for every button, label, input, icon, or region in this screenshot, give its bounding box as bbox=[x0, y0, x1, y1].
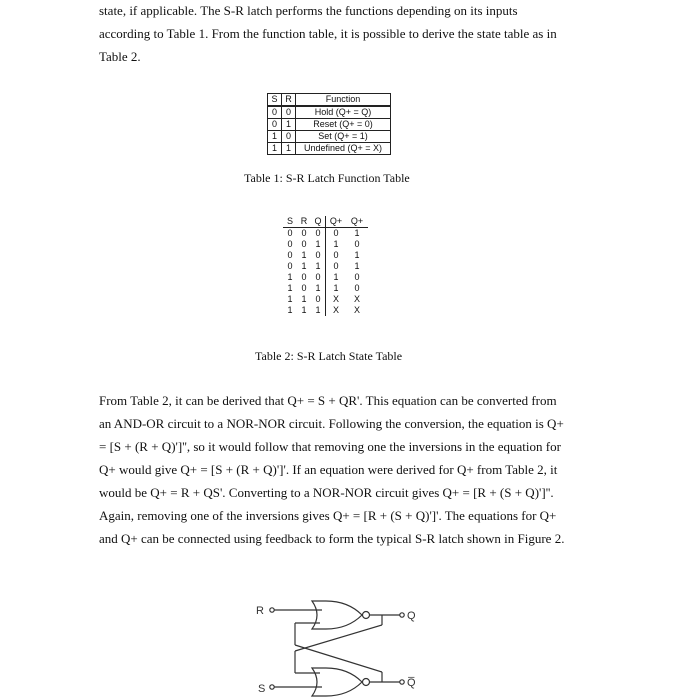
table-header: S bbox=[268, 94, 282, 107]
table-header-row bbox=[268, 94, 391, 107]
input-terminal-r bbox=[270, 608, 274, 612]
table-cell: X bbox=[353, 294, 360, 304]
table-cell: 1 bbox=[354, 261, 360, 271]
table-header-row bbox=[283, 216, 368, 228]
table-cell: 1 bbox=[333, 272, 339, 282]
table-row bbox=[268, 143, 391, 155]
table-cell: 0 bbox=[333, 228, 339, 238]
table-cell: 1 bbox=[333, 239, 339, 249]
table-row bbox=[283, 250, 368, 261]
text-line: Table 2. bbox=[99, 49, 141, 64]
table-cell: X bbox=[332, 294, 339, 304]
table-cell: 1 bbox=[311, 261, 326, 272]
table-row bbox=[283, 261, 368, 272]
table-cell: 0 bbox=[282, 131, 296, 143]
table-cell: 1 bbox=[282, 119, 296, 131]
table-cell: Hold (Q+ = Q) bbox=[296, 106, 391, 119]
text-line: state, if applicable. The S-R latch performs the functions depending on its inputs bbox=[99, 3, 518, 18]
table-cell: Reset (Q+ = 0) bbox=[296, 119, 391, 131]
label-s: S bbox=[258, 683, 266, 695]
table-cell: 0 bbox=[354, 272, 360, 282]
table-cell: X bbox=[353, 305, 360, 315]
table-header: Q+ bbox=[326, 216, 347, 228]
table-header: R bbox=[282, 94, 296, 107]
table-cell: 0 bbox=[301, 283, 307, 293]
table-cell: 1 bbox=[287, 294, 293, 304]
text-line: = [S + (R + Q)']'', so it would follow that removing one the inversions in the equation for bbox=[99, 439, 561, 454]
table-cell: 1 bbox=[301, 261, 307, 271]
text-line: an AND-OR circuit to a NOR-NOR circuit. Following the conversion, the equation is Q+ bbox=[99, 416, 564, 431]
table-row bbox=[268, 119, 391, 131]
wire bbox=[295, 625, 382, 651]
table-cell: Set (Q+ = 1) bbox=[296, 131, 391, 143]
function-table bbox=[267, 93, 391, 155]
table-cell: 0 bbox=[268, 119, 282, 131]
table-cell: X bbox=[332, 305, 339, 315]
nor-gate-top bbox=[312, 601, 362, 629]
table-cell: 1 bbox=[354, 228, 360, 238]
table-row bbox=[283, 294, 368, 305]
table-cell: 0 bbox=[354, 283, 360, 293]
table-cell: 0 bbox=[268, 106, 282, 119]
table-row bbox=[283, 305, 368, 316]
table-row bbox=[268, 106, 391, 119]
text-line: Again, removing one of the inversions gives Q+ = [R + (S + Q)']'. The equations for Q+ bbox=[99, 508, 557, 523]
table-cell: 1 bbox=[287, 272, 293, 282]
table-cell: 1 bbox=[287, 283, 293, 293]
table-cell: 0 bbox=[287, 261, 293, 271]
table-cell: 0 bbox=[301, 228, 307, 238]
table1-caption: Table 1: S-R Latch Function Table bbox=[244, 171, 410, 185]
output-terminal-qbar bbox=[400, 680, 404, 684]
input-terminal-s bbox=[270, 685, 274, 689]
text-line: From Table 2, it can be derived that Q+ = S + QR'. This equation can be converted from bbox=[99, 393, 557, 408]
table-cell: 1 bbox=[333, 283, 339, 293]
table-header: R bbox=[297, 216, 311, 228]
intro-paragraph bbox=[99, 0, 599, 68]
output-terminal-q bbox=[400, 613, 404, 617]
table-cell: 1 bbox=[301, 294, 307, 304]
label-qbar: Q̅ bbox=[407, 677, 416, 689]
text-line: Q+ would give Q+ = [S + (R + Q)']'. If an equation were derived for Q+ from Table 2, it bbox=[99, 462, 558, 477]
table-row bbox=[283, 272, 368, 283]
table-cell: 0 bbox=[311, 294, 326, 305]
table-cell: 0 bbox=[287, 250, 293, 260]
table-header: Q bbox=[311, 216, 326, 228]
wire bbox=[295, 645, 382, 672]
table-cell: 0 bbox=[311, 228, 326, 240]
table-cell: 1 bbox=[301, 305, 307, 315]
table-cell: 0 bbox=[301, 272, 307, 282]
text-line: would be Q+ = R + QS'. Converting to a NOR-NOR circuit gives Q+ = [R + (S + Q)']''. bbox=[99, 485, 554, 500]
derivation-paragraph bbox=[99, 389, 599, 550]
table2-caption: Table 2: S-R Latch State Table bbox=[255, 349, 403, 363]
table-cell: 0 bbox=[333, 250, 339, 260]
table-row bbox=[268, 131, 391, 143]
table-cell: 0 bbox=[282, 106, 296, 119]
label-q: Q bbox=[407, 610, 416, 622]
table-row bbox=[283, 228, 368, 240]
table-cell: 1 bbox=[287, 305, 293, 315]
table-cell: Undefined (Q+ = X) bbox=[296, 143, 391, 155]
table-cell: 1 bbox=[311, 305, 326, 316]
inverter-bubble bbox=[363, 679, 370, 686]
table-row bbox=[283, 283, 368, 294]
table-cell: 1 bbox=[311, 283, 326, 294]
table-cell: 0 bbox=[354, 239, 360, 249]
table-cell: 0 bbox=[287, 228, 293, 238]
table-cell: 1 bbox=[311, 239, 326, 250]
nor-gate-bottom bbox=[312, 668, 362, 696]
table-header: S bbox=[283, 216, 297, 228]
table-cell: 0 bbox=[333, 261, 339, 271]
text-line: and Q+ can be connected using feedback to form the typical S-R latch shown in Figure 2. bbox=[99, 531, 565, 546]
table-header: Function bbox=[296, 94, 391, 107]
sr-latch-figure bbox=[250, 595, 430, 700]
table-row bbox=[283, 239, 368, 250]
table-cell: 0 bbox=[301, 239, 307, 249]
table-header: Q+ bbox=[346, 216, 368, 228]
label-r: R bbox=[256, 605, 264, 617]
table-cell: 0 bbox=[311, 272, 326, 283]
table-cell: 0 bbox=[311, 250, 326, 261]
table-cell: 1 bbox=[282, 143, 296, 155]
table-cell: 0 bbox=[287, 239, 293, 249]
table-cell: 1 bbox=[354, 250, 360, 260]
inverter-bubble bbox=[363, 612, 370, 619]
state-table bbox=[283, 216, 368, 316]
text-line: according to Table 1. From the function table, it is possible to derive the state table as in bbox=[99, 26, 557, 41]
table-cell: 1 bbox=[268, 131, 282, 143]
table-cell: 1 bbox=[268, 143, 282, 155]
table-cell: 1 bbox=[301, 250, 307, 260]
